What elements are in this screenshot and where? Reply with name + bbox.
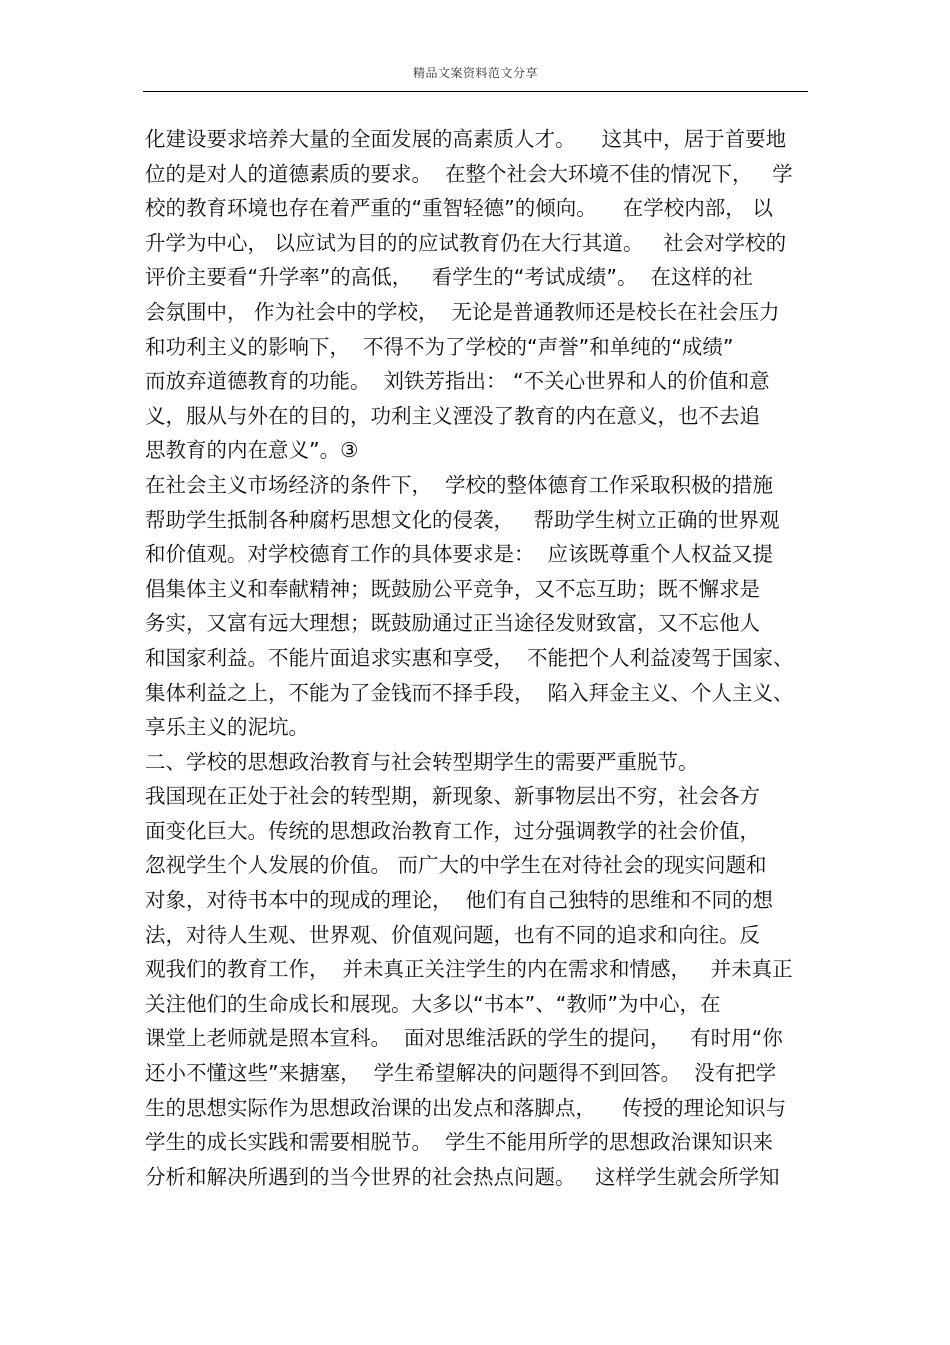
- body-text: [145, 122, 815, 1194]
- page-header: 精品文案资料范文分享: [412, 66, 538, 80]
- text-line: 务实，又富有远大理想；既鼓励通过正当途径发财致富，又不忘他人: [145, 611, 760, 636]
- header-divider: [143, 91, 808, 92]
- text-line: 还小不懂这些”来搪塞， 学生希望解决的问题得不到回答。 没有把学: [145, 1061, 777, 1086]
- text-line: 分析和解决所遇到的当今世界的社会热点问题。 这样学生就会所学知: [145, 1164, 780, 1189]
- text-line: 和功利主义的影响下， 不得不为了学校的“声誉”和单纯的“成绩”: [145, 334, 734, 359]
- text-line: 校的教育环境也存在着严重的“重智轻德”的倾向。 在学校内部， 以: [145, 196, 773, 221]
- text-line: 位的是对人的道德素质的要求。 在整个社会大环境不佳的情况下， 学: [145, 161, 793, 186]
- text-line: 义，服从与外在的目的，功利主义湮没了教育的内在意义，也不去追: [145, 403, 760, 428]
- text-line: 化建设要求培养大量的全面发展的高素质人才。 这其中，居于首要地: [145, 127, 787, 151]
- text-line: 课堂上老师就是照本宣科。 面对思维活跃的学生的提问， 有时用“你: [145, 1026, 783, 1051]
- text-line: 法，对待人生观、世界观、价值观问题，也有不同的追求和向往。反: [145, 922, 760, 947]
- text-line: 对象，对待书本中的现成的理论， 他们有自己独特的思维和不同的想: [145, 888, 774, 913]
- text-line: 集体利益之上，不能为了金钱而不择手段， 陷入拜金主义、个人主义、: [145, 680, 794, 705]
- text-line: 二、学校的思想政治教育与社会转型期学生的需要严重脱节。: [145, 749, 699, 774]
- text-line: 思教育的内在意义”。③: [145, 438, 359, 463]
- text-line: 会氛围中， 作为社会中的学校， 无论是普通教师还是校长在社会压力: [145, 299, 780, 324]
- text-line: 关注他们的生命成长和展现。大多以“书本”、“教师”为中心，在: [145, 991, 721, 1016]
- text-line: 而放弃道德教育的功能。 刘铁芳指出： “不关心世界和人的价值和意: [145, 369, 770, 394]
- text-line: 升学为中心， 以应试为目的的应试教育仍在大行其道。 社会对学校的: [145, 230, 787, 255]
- text-line: 生的思想实际作为思想政治课的出发点和落脚点， 传授的理论知识与: [145, 1095, 787, 1120]
- text-line: 帮助学生抵制各种腐朽思想文化的侵袭， 帮助学生树立正确的世界观: [145, 507, 780, 532]
- text-line: 在社会主义市场经济的条件下， 学校的整体德育工作采取积极的措施: [145, 472, 774, 497]
- text-line: 学生的成长实践和需要相脱节。 学生不能用所学的思想政治课知识来: [145, 1130, 774, 1155]
- text-line: 享乐主义的泥坑。: [145, 715, 309, 740]
- text-line: 我国现在正处于社会的转型期，新现象、新事物层出不穷，社会各方: [145, 784, 760, 809]
- text-line: 面变化巨大。传统的思想政治教育工作，过分强调教学的社会价值，: [145, 818, 760, 843]
- text-line: 观我们的教育工作， 并未真正关注学生的内在需求和情感， 并未真正: [145, 957, 793, 982]
- text-line: 倡集体主义和奉献精神；既鼓励公平竞争，又不忘互助；既不懈求是: [145, 576, 760, 601]
- text-line: 和价值观。对学校德育工作的具体要求是： 应该既尊重个人权益又提: [145, 542, 774, 567]
- text-line: 和国家利益。不能片面追求实惠和享受， 不能把个人利益凌驾于国家、: [145, 645, 794, 670]
- text-line: 忽视学生个人发展的价值。 而广大的中学生在对待社会的现实问题和: [145, 853, 767, 878]
- text-line: 评价主要看“升学率”的高低， 看学生的“考试成绩”。 在这样的社: [145, 265, 754, 290]
